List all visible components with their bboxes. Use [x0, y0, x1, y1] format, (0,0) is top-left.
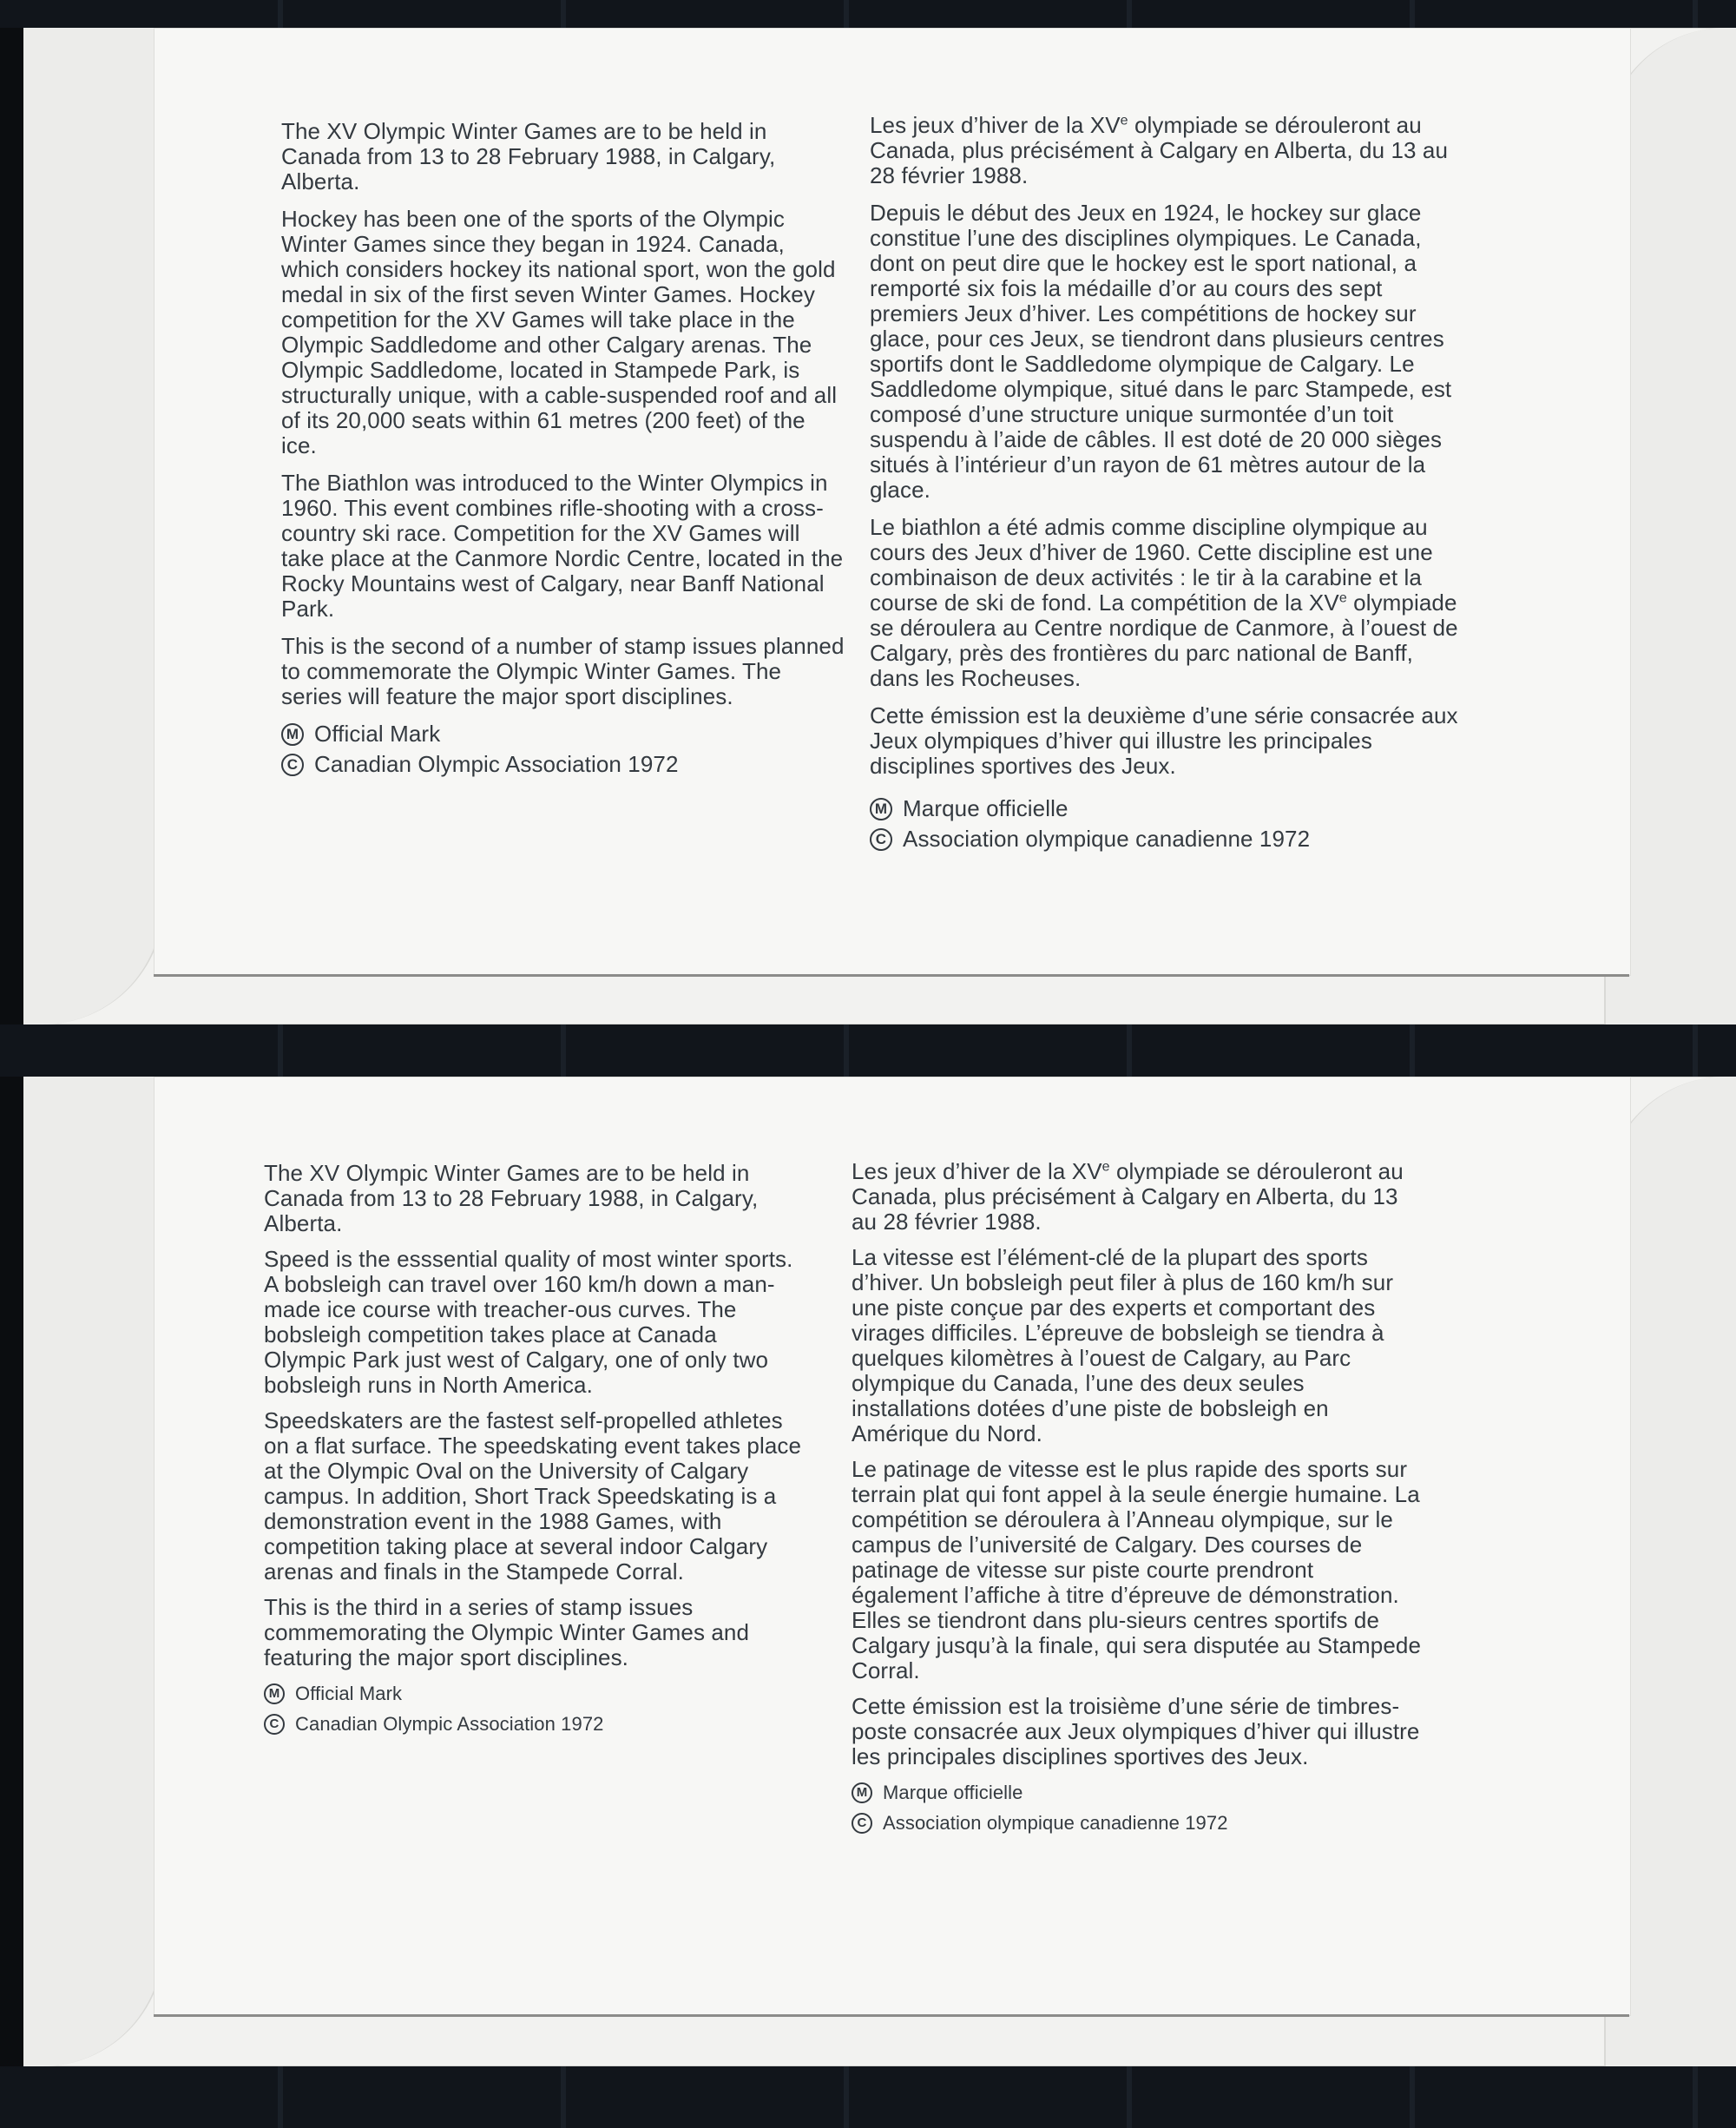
cover-2 — [23, 1077, 1736, 2066]
cover-2-en-official-mark — [264, 1681, 802, 1706]
cover-2-fr-paragraph-1: Les jeux d’hiver de la XVe olympiade se dérouleront au Canada, plus précisément à Calgary en Alberta, du 13 au 28 février 1988. — [852, 1158, 1404, 1235]
cover-2-en-paragraph-4: This is the third in a series of stamp issues commemorating the Olympic Winter Games and featuring the major sport disciplines. — [264, 1594, 750, 1670]
cover-2-fr-paragraph-4: Cette émission est la troisième d’une série de timbres-poste consacrée aux Jeux olympiques d’hiver qui illustre les principales disciplines sportives des Jeux. — [852, 1693, 1420, 1769]
cover-1-fr-paragraph-2: Depuis le début des Jeux en 1924, le hockey sur glace constitue l’une des disciplines olympiques. Le Canada, dont on peut dire que le hockey est le sport national, a remporté six fois la médaille d’or au cours des sept premiers Jeux d’hiver. Les compétitions de hockey sur glace, pour ces Jeux, se tiendront dans plusieurs centres sportifs dont le Saddledome olympique de Calgary. Le Saddledome olympique, situé dans le parc Stampede, est composé d’une structure unique surmontée d’un toit suspendu à l’aide de câbles. Il est doté de 20 000 sièges situés à l’intérieur d’un rayon de 61 mètres autour de la glace. — [870, 200, 1452, 503]
cover-1-french-column — [870, 113, 1469, 857]
cover-1-en-copyright — [281, 752, 845, 777]
cover-2-en-paragraph-2: Speed is the esssential quality of most winter sports. A bobsleigh can travel over 160 km/h down a man-made ice course with treacher-ous curves. The bobsleigh competition takes place at Canada Olympic Park just west of Calgary, one of only two bobsleigh runs in North America. — [264, 1246, 793, 1398]
cover-1-en-paragraph-1: The XV Olympic Winter Games are to be held in Canada from 13 to 28 February 1988, in Calgary, Alberta. — [281, 118, 776, 194]
copyright-label: Canadian Olympic Association 1972 — [295, 1713, 604, 1735]
cover-1-fr-paragraph-1: Les jeux d’hiver de la XVe olympiade se dérouleront au Canada, plus précisément à Calgary en Alberta, du 13 au 28 février 1988. — [870, 112, 1449, 188]
cover-1-en-paragraph-2: Hockey has been one of the sports of the Olympic Winter Games since they began in 1924. Canada, which considers hockey its national sport, won the gold medal in six of the first seven Winter Games. Hockey competition for the XV Games will take place in the Olympic Saddledome and other Calgary arenas. The Olympic Saddledome, located in Stampede Park, is structurally unique, with a cable-suspended roof and all of its 20,000 seats within 61 metres (200 feet) of the ice. — [281, 206, 838, 458]
cover-2-en-copyright — [264, 1711, 802, 1736]
cover-1-english-column — [281, 119, 845, 782]
official-mark-icon: M — [281, 723, 304, 746]
cover-2-french-column — [852, 1159, 1424, 1841]
cover-2-en-paragraph-3: Speedskaters are the fastest self-propelled athletes on a flat surface. The speedskating event takes place at the Olympic Oval on the University of Calgary campus. In addition, Short Track Speedskating is a demonstration event in the 1988 Games, with competition taking place at several indoor Calgary arenas and finals in the Stampede Corral. — [264, 1407, 802, 1584]
cover-2-en-paragraph-1: The XV Olympic Winter Games are to be held in Canada from 13 to 28 February 1988, in Calgary, Alberta. — [264, 1160, 759, 1236]
copyright-icon: C — [870, 828, 892, 851]
copyright-icon: C — [281, 754, 304, 776]
cover-1-en-official-mark — [281, 721, 845, 747]
official-mark-icon: M — [264, 1683, 285, 1704]
cover-2-bottom-seam — [154, 2014, 1629, 2017]
cover-1-bottom-seam — [154, 974, 1629, 977]
cover-1-en-paragraph-3: The Biathlon was introduced to the Winter Olympics in 1960. This event combines rifle-shooting with a cross-country ski race. Competition for the XV Games will take place at the Canmore Nordic Centre, located in the Rocky Mountains west of Calgary, near Banff National Park. — [281, 470, 844, 622]
official-mark-label: Official Mark — [314, 721, 441, 747]
cover-2-fr-official-mark — [852, 1780, 1424, 1805]
cover-1-fr-official-mark — [870, 796, 1469, 821]
copyright-icon: C — [264, 1714, 285, 1735]
copyright-label: Association olympique canadienne 1972 — [903, 826, 1311, 852]
official-mark-label: Official Mark — [295, 1683, 403, 1704]
cover-2-left-flap — [23, 1077, 164, 2066]
official-mark-label: Marque officielle — [883, 1782, 1023, 1803]
cover-1-fr-copyright — [870, 827, 1469, 852]
official-mark-icon: M — [852, 1782, 872, 1803]
copyright-label: Association olympique canadienne 1972 — [883, 1812, 1228, 1834]
cover-1 — [23, 28, 1736, 1024]
cover-2-english-column — [264, 1161, 802, 1742]
cover-2-fr-paragraph-2: La vitesse est l’élément-clé de la plupart des sports d’hiver. Un bobsleigh peut filer à plus de 160 km/h sur une piste conçue par des experts et comportant des virages difficiles. L’épreuve de bobsleigh se tiendra à quelques kilomètres à l’ouest de Calgary, au Parc olympique du Canada, l’une des deux seules installations dotées d’une piste de bobsleigh en Amérique du Nord. — [852, 1244, 1394, 1446]
board-bottom-strip — [0, 2066, 1736, 2128]
copyright-icon: C — [852, 1813, 872, 1834]
official-mark-label: Marque officielle — [903, 795, 1069, 821]
board-middle-strip — [0, 1024, 1736, 1077]
cover-1-fr-paragraph-4: Cette émission est la deuxième d’une série consacrée aux Jeux olympiques d’hiver qui illustre les principales disciplines sportives des Jeux. — [870, 702, 1458, 779]
cover-1-fr-paragraph-3: Le biathlon a été admis comme discipline olympique au cours des Jeux d’hiver de 1960. Cette discipline est une combinaison de deux activités : le tir à la carabine et la course de ski de fond. La compétition de la XVe olympiade se déroulera au Centre nordique de Canmore, à l’ouest de Calgary, près des frontières du parc national de Banff, dans les Rocheuses. — [870, 514, 1458, 691]
cover-1-en-paragraph-4: This is the second of a number of stamp issues planned to commemorate the Olympic Winter Games. The series will feature the major sport disciplines. — [281, 633, 845, 709]
cover-2-fr-paragraph-3: Le patinage de vitesse est le plus rapide des sports sur terrain plat qui font appel à la seule énergie humaine. La compétition se déroulera à l’Anneau olympique, sur le campus de l’université de Calgary. Des courses de patinage de vitesse sur piste courte prendront également l’affiche à titre d’épreuve de démonstration. Elles se tiendront dans plu-sieurs centres sportifs de Calgary jusqu’à la finale, qui sera disputée au Stampede Corral. — [852, 1456, 1422, 1683]
cover-1-left-flap — [23, 28, 164, 1024]
copyright-label: Canadian Olympic Association 1972 — [314, 751, 679, 777]
cover-2-fr-copyright — [852, 1810, 1424, 1835]
board-top-strip — [0, 0, 1736, 28]
official-mark-icon: M — [870, 798, 892, 820]
